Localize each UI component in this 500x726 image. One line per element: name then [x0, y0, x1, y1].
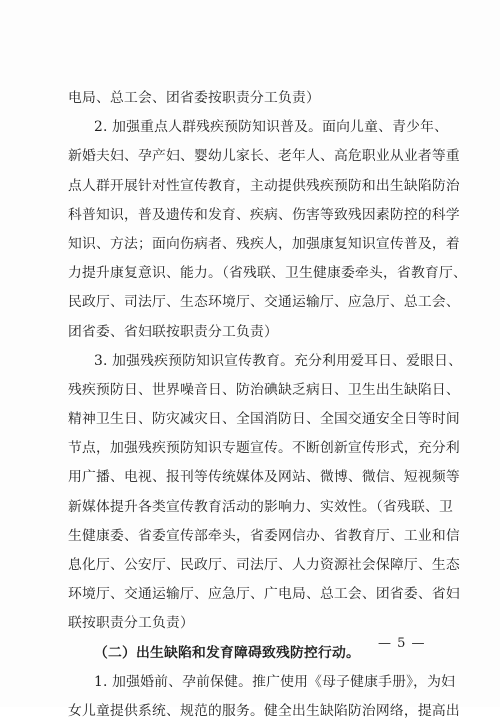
- text-line: 团省委、省妇联按职责分工负责）: [68, 323, 278, 340]
- section-heading: （二）出生缺陷和发育障碍致残防控行动。: [94, 644, 360, 661]
- text-line: 新婚夫妇、孕产妇、婴幼儿家长、老年人、高危职业从业者等重: [68, 148, 460, 165]
- text-line: 精神卫生日、防灾减灾日、全国消防日、全国交通安全日等时间: [68, 411, 460, 428]
- text-line: 电局、总工会、团省委按职责分工负责）: [68, 90, 320, 106]
- text-line: 生健康委、省委宣传部牵头，省委网信办、省教育厅、工业和信: [68, 527, 460, 544]
- paragraph-start-line: 1. 加强婚前、孕前保健。推广使用《母子健康手册》，为妇: [94, 673, 456, 690]
- text-line: 知识、方法；面向伤病者、残疾人，加强康复知识宣传普及，着: [68, 235, 460, 252]
- text-line: 科普知识，普及遗传和发育、疾病、伤害等致残因素防控的科学: [68, 206, 460, 223]
- text-line: 环境厅、交通运输厅、应急厅、广电局、总工会、团省委、省妇: [68, 586, 460, 603]
- text-line: 用广播、电视、报刊等传统媒体及网站、微博、微信、短视频等: [68, 469, 460, 486]
- paragraph-start-line: 2. 加强重点人群残疾预防知识普及。面向儿童、青少年、: [94, 119, 449, 136]
- text-line: 女儿童提供系统、规范的服务。健全出生缺陷防治网络，提高出: [68, 702, 460, 719]
- text-line: 力提升康复意识、能力。（省残联、卫生健康委牵头，省教育厅、: [68, 265, 468, 282]
- page-number: — 5 —: [378, 636, 426, 651]
- text-line: 民政厅、司法厅、生态环境厅、交通运输厅、应急厅、总工会、: [68, 294, 460, 311]
- text-line: 联按职责分工负责）: [68, 615, 194, 632]
- text-line: 息化厅、公安厅、民政厅、司法厅、人力资源社会保障厅、生态: [68, 557, 460, 573]
- text-line: 节点，加强残疾预防知识专题宣传。不断创新宣传形式，充分利: [68, 440, 460, 457]
- text-line: 新媒体提升各类宣传教育活动的影响力、实效性。（省残联、卫: [68, 498, 454, 515]
- body-text: [68, 84, 468, 726]
- paragraph-start-line: 3. 加强残疾预防知识宣传教育。充分利用爱耳日、爱眼日、: [94, 352, 463, 369]
- text-line: 残疾预防日、世界噪音日、防治碘缺乏病日、卫生出生缺陷日、: [68, 381, 460, 398]
- text-line: 点人群开展针对性宣传教育，主动提供残疾预防和出生缺陷防治: [68, 177, 460, 194]
